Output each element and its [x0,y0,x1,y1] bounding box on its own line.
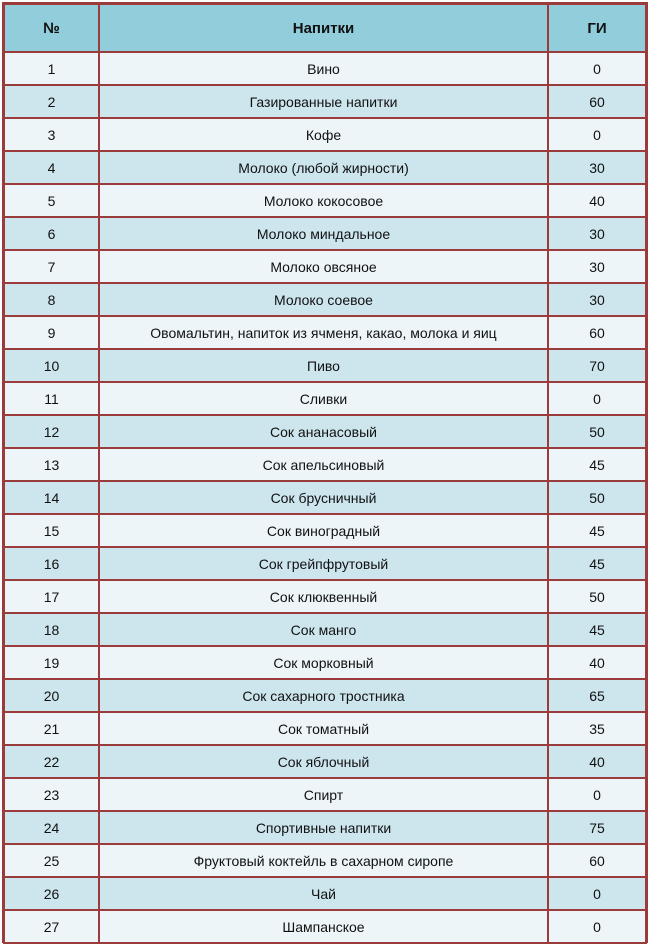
row-num-cell: 14 [4,481,99,514]
header-gi: ГИ [548,4,646,52]
row-num-cell: 16 [4,547,99,580]
table-row [4,349,646,382]
drinks-gi-table [3,3,647,944]
row-gi-cell: 60 [548,844,646,877]
row-gi-cell: 60 [548,85,646,118]
table-row [4,52,646,85]
row-gi-cell: 0 [548,778,646,811]
row-name-cell: Овомальтин, напиток из ячменя, какао, молока и яиц [99,316,548,349]
row-gi-cell: 75 [548,811,646,844]
row-name-cell: Сок грейпфрутовый [99,547,548,580]
row-gi-cell: 60 [548,316,646,349]
row-name-cell: Молоко соевое [99,283,548,316]
table-row [4,547,646,580]
row-gi-cell: 70 [548,349,646,382]
row-gi-cell: 45 [548,613,646,646]
row-name-cell: Шампанское [99,910,548,943]
table-row [4,250,646,283]
table-row [4,514,646,547]
row-name-cell: Спортивные напитки [99,811,548,844]
row-gi-cell: 40 [548,745,646,778]
table-row [4,283,646,316]
table-row [4,712,646,745]
header-row [4,4,646,52]
table-row [4,448,646,481]
row-num-cell: 3 [4,118,99,151]
row-gi-cell: 65 [548,679,646,712]
row-num-cell: 10 [4,349,99,382]
row-gi-cell: 45 [548,514,646,547]
row-gi-cell: 50 [548,580,646,613]
row-num-cell: 25 [4,844,99,877]
row-name-cell: Молоко овсяное [99,250,548,283]
row-gi-cell: 40 [548,184,646,217]
table-row [4,151,646,184]
row-name-cell: Сок томатный [99,712,548,745]
row-gi-cell: 50 [548,415,646,448]
row-num-cell: 27 [4,910,99,943]
row-num-cell: 5 [4,184,99,217]
row-name-cell: Сок клюквенный [99,580,548,613]
row-name-cell: Молоко миндальное [99,217,548,250]
header-num: № [4,4,99,52]
table-row [4,679,646,712]
row-name-cell: Чай [99,877,548,910]
table-row [4,415,646,448]
row-num-cell: 21 [4,712,99,745]
row-num-cell: 13 [4,448,99,481]
row-gi-cell: 40 [548,646,646,679]
table-header [4,4,646,52]
row-num-cell: 4 [4,151,99,184]
table-row [4,811,646,844]
row-name-cell: Молоко (любой жирности) [99,151,548,184]
table-row [4,85,646,118]
row-gi-cell: 30 [548,151,646,184]
row-num-cell: 20 [4,679,99,712]
row-name-cell: Сок манго [99,613,548,646]
header-name: Напитки [99,4,548,52]
table-row [4,745,646,778]
row-num-cell: 9 [4,316,99,349]
row-name-cell: Вино [99,52,548,85]
table-row [4,217,646,250]
row-name-cell: Сок виноградный [99,514,548,547]
row-num-cell: 12 [4,415,99,448]
row-gi-cell: 0 [548,877,646,910]
row-gi-cell: 50 [548,481,646,514]
row-num-cell: 19 [4,646,99,679]
row-name-cell: Фруктовый коктейль в сахарном сиропе [99,844,548,877]
row-gi-cell: 35 [548,712,646,745]
table-row [4,580,646,613]
table-row [4,778,646,811]
table-row [4,613,646,646]
row-num-cell: 17 [4,580,99,613]
row-num-cell: 7 [4,250,99,283]
row-gi-cell: 45 [548,547,646,580]
row-num-cell: 6 [4,217,99,250]
row-name-cell: Сок ананасовый [99,415,548,448]
table-row [4,844,646,877]
drinks-gi-table-container [2,2,648,943]
row-gi-cell: 30 [548,250,646,283]
row-num-cell: 18 [4,613,99,646]
row-name-cell: Спирт [99,778,548,811]
table-row [4,184,646,217]
table-body [4,52,646,943]
row-name-cell: Молоко кокосовое [99,184,548,217]
row-name-cell: Пиво [99,349,548,382]
table-row [4,316,646,349]
row-num-cell: 8 [4,283,99,316]
row-gi-cell: 0 [548,118,646,151]
row-num-cell: 22 [4,745,99,778]
row-num-cell: 2 [4,85,99,118]
row-num-cell: 24 [4,811,99,844]
row-gi-cell: 0 [548,910,646,943]
table-row [4,910,646,943]
row-num-cell: 11 [4,382,99,415]
row-num-cell: 15 [4,514,99,547]
row-gi-cell: 30 [548,217,646,250]
row-gi-cell: 45 [548,448,646,481]
row-name-cell: Газированные напитки [99,85,548,118]
row-gi-cell: 30 [548,283,646,316]
row-name-cell: Сок сахарного тростника [99,679,548,712]
row-name-cell: Сливки [99,382,548,415]
table-row [4,481,646,514]
table-row [4,646,646,679]
row-name-cell: Сок морковный [99,646,548,679]
row-num-cell: 23 [4,778,99,811]
row-name-cell: Сок апельсиновый [99,448,548,481]
table-row [4,382,646,415]
row-name-cell: Сок брусничный [99,481,548,514]
row-num-cell: 1 [4,52,99,85]
row-name-cell: Сок яблочный [99,745,548,778]
row-gi-cell: 0 [548,382,646,415]
row-gi-cell: 0 [548,52,646,85]
row-name-cell: Кофе [99,118,548,151]
table-row [4,118,646,151]
table-row [4,877,646,910]
row-num-cell: 26 [4,877,99,910]
